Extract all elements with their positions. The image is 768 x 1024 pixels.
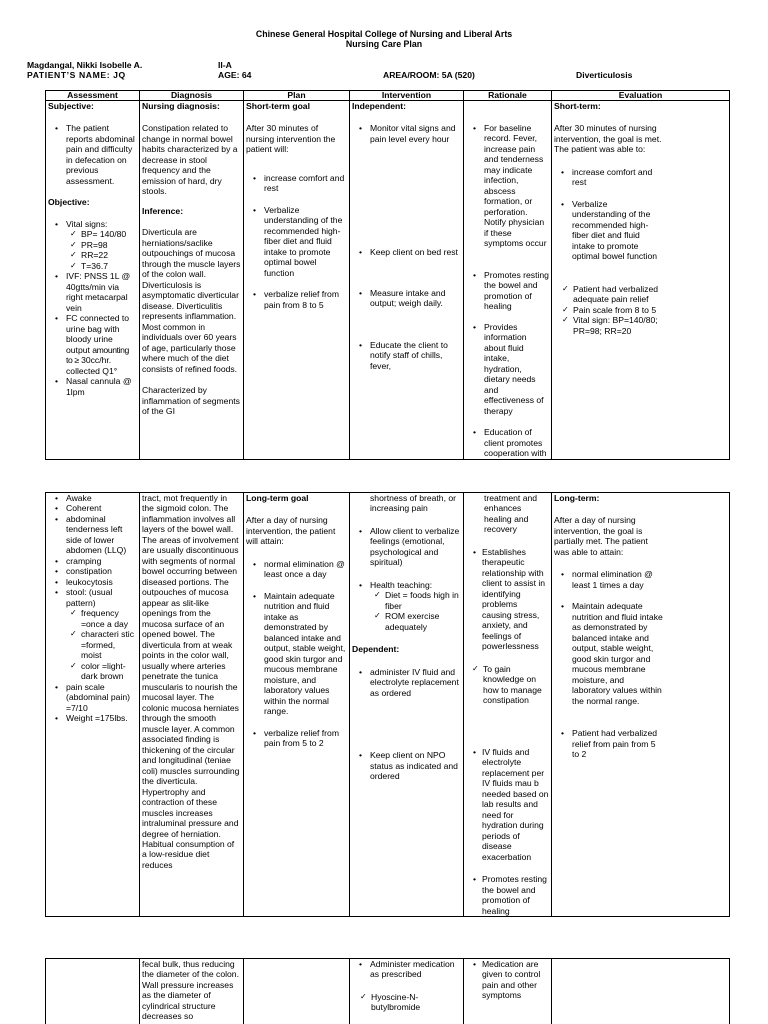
vital-sign: ✓ PR=98 [70, 240, 137, 250]
assessment-item: • Awake [48, 493, 137, 503]
evaluation-cell [552, 959, 730, 1024]
intervention-item: • Allow client to verbalize feelings (emotional, psychological and spiritual) [352, 526, 461, 568]
intervention-item: • administer IV fluid and electrolyte replacement as ordered [352, 667, 461, 698]
ivf-item: • IVF: PNSS 1L @ 40gtts/min via right metacarpal vein [48, 271, 137, 313]
plan-cell [244, 493, 350, 917]
evaluation-intro: After 30 minutes of nursing intervention, the goal is met. The patient was able to: [554, 123, 662, 155]
care-plan-table-3 [45, 958, 730, 1024]
column-header: Plan [244, 91, 350, 101]
assessment-cell [46, 101, 140, 460]
patient-name: PATIENT’S NAME: JQ [27, 70, 126, 80]
intervention-continuation: shortness of breath, or increasing pain [370, 493, 456, 514]
evaluation-item: • Maintain adequate nutrition and fluid intake as demonstrated by balanced intake and output, stable weight, good skin turgor and mucous membrane moisture, and laboratory values within the normal range. [554, 601, 664, 706]
care-plan-table-1 [45, 90, 730, 460]
evaluation-item: • increase comfort and rest [554, 167, 664, 188]
teaching-check: ✓ Diet = foods high in fiber [374, 590, 461, 611]
rationale-item: • Medication are given to control pain and other symptoms [466, 959, 549, 1001]
medication-check: ✓ Hyoscine-N-butylbromide [360, 992, 461, 1013]
plan-cell [244, 959, 350, 1024]
foley-amount: amounting to ≥ [66, 344, 129, 366]
intervention-item: • Administer medication as prescribed [352, 959, 461, 980]
assessment-cell [46, 493, 140, 917]
column-header: Rationale [464, 91, 552, 101]
subjective-label: Subjective: [48, 101, 94, 111]
rationale-item: • IV fluids and electrolyte replacement per IV fluids mau b needed based on lab results and need for hydration during periods of disease exacerbation [466, 747, 549, 862]
assessment-item: • abdominal tenderness left side of lower abdomen (LLQ) [48, 514, 137, 556]
short-term-label: Short-term: [554, 101, 601, 111]
rationale-check: ✓ To gain knowledge on how to manage constipation [472, 664, 549, 706]
column-header: Intervention [350, 91, 464, 101]
evaluation-cell [552, 493, 730, 917]
nursing-diagnosis-text: Constipation related to change in normal bowel habits characterized by a decrease in stool frequency and the emission of hard, dry stools. [142, 123, 238, 197]
nasal-cannula-item: • Nasal cannula @ 1lpm [48, 376, 137, 397]
rationale-cell [464, 101, 552, 460]
diagnosis-continuation: tract, mot frequently in the sigmoid colon. The inflammation involves all layers of the bowel wall. The areas of involvement are usually discontinuous with segments of normal bowel occurring between diseased portions. The outpouches of mucosa appear as slit-like openings from the mucosa surface of an opened bowel. The diverticula from at weak points in the color wall, usually where arteries penetrate the tunica muscularis to nourish the mucosal layer. The colonic mucosa herniates through the smooth muscle layer. A common associated finding is thickening of the circular and longitudinal (teniae coli) muscles surrounding the diverticula. Hypertrophy and contraction of these muscles increases intraluminal pressure and degree of herniation. Habitual consumption of a low-residue diet reduces [142, 493, 240, 870]
dependent-label: Dependent: [352, 644, 400, 655]
evaluation-item: • Verbalize understanding of the recommended high-fiber diet and fluid intake to promote optimal bowel function [554, 199, 664, 262]
column-header: Diagnosis [140, 91, 244, 101]
objective-label: Objective: [48, 197, 90, 208]
intervention-item: • Educate the client to notify staff of chills, fever, [352, 340, 461, 371]
medical-diagnosis: Diverticulosis [576, 70, 633, 80]
evaluation-item: • normal elimination @ least 1 times a day [554, 569, 664, 590]
care-plan-table-2 [45, 492, 730, 917]
assessment-item: • Weight =175lbs. [48, 713, 137, 723]
intervention-item: • Keep client on bed rest [352, 247, 461, 257]
stool-check: ✓ frequency =once a day [70, 608, 137, 629]
plan-cell [244, 101, 350, 460]
evaluation-intro: After a day of nursing intervention, the goal is partially met. The patient was able to attain: [554, 515, 648, 557]
foley-item [48, 313, 137, 376]
evaluation-check: ✓ Patient had verbalized adequate pain relief [562, 284, 664, 305]
evaluation-item: • Patient had verbalized relief from pain from 5 to 2 [554, 728, 664, 759]
plan-item: • Verbalize understanding of the recommended high-fiber diet and fluid intake to promote optimal bowel function [246, 205, 347, 278]
student-name: Magdangal, Nikki Isobelle A. [27, 60, 143, 70]
diagnosis-continuation: fecal bulk, thus reducing the diameter of the colon. Wall pressure increases as the diameter of cylindrical structure decreases so [142, 959, 239, 1022]
section: II-A [218, 60, 232, 70]
plan-intro: After 30 minutes of nursing intervention the patient will: [246, 123, 336, 155]
diagnosis-cell [140, 959, 244, 1024]
intervention-item: • Health teaching: [352, 580, 461, 590]
subjective-item: • The patient reports abdominal pain and difficulty in defecation on previous assessment. [48, 123, 137, 186]
area-room: AREA/ROOM: 5A (520) [383, 70, 475, 80]
rationale-item: • For baseline record. Fever, increase pain and tenderness may indicate infection, abscess formation, or perforation. Notify physician if these symptoms occur [466, 123, 549, 249]
evaluation-check: ✓ Pain scale from 8 to 5 [562, 305, 664, 315]
inflammation-text: Characterized by inflammation of segments of the GI [142, 385, 240, 417]
plan-intro: After a day of nursing intervention, the patient will attain: [246, 515, 336, 547]
evaluation-check: ✓ Vital sign: BP=140/80; PR=98; RR=20 [562, 315, 664, 336]
rationale-item: • Education of client promotes cooperation with [466, 427, 549, 458]
intervention-cell [350, 101, 464, 460]
vital-sign: ✓ BP= 140/80 [70, 229, 137, 239]
rationale-item: • Provides information about fluid intake, hydration, dietary needs and effectiveness of therapy [466, 322, 549, 416]
nursing-diagnosis-label: Nursing diagnosis: [142, 101, 220, 111]
foley-rest: 30cc/hr. collected Q1° [66, 355, 118, 376]
document-title: Nursing Care Plan [345, 39, 423, 49]
long-term-goal-label: Long-term goal [246, 493, 309, 503]
assessment-item: • cramping [48, 556, 137, 566]
intervention-cell [350, 959, 464, 1024]
institution-title: Chinese General Hospital College of Nursing and Liberal Arts [255, 29, 513, 39]
independent-label: Independent: [352, 101, 406, 111]
assessment-item: • Coherent [48, 503, 137, 513]
diagnosis-cell [140, 101, 244, 460]
plan-item: • verbalize relief from pain from 8 to 5 [246, 289, 347, 310]
column-header: Assessment [46, 91, 140, 101]
inference-label: Inference: [142, 205, 184, 216]
patient-age: AGE: 64 [218, 70, 252, 80]
intervention-cell [350, 493, 464, 917]
plan-item: • increase comfort and rest [246, 173, 347, 194]
assessment-cell [46, 959, 140, 1024]
rationale-item: • Establishes therapeutic relationship with client to assist in identifying problems causing stress, anxiety, and feelings of powerlessness [466, 547, 549, 652]
intervention-item: • Monitor vital signs and pain level every hour [352, 123, 461, 144]
plan-item: • Maintain adequate nutrition and fluid intake as demonstrated by balanced intake and output, stable weight, good skin turgor and mucous membrane moisture, and laboratory values within the normal range. [246, 591, 347, 717]
stool-check: ✓ color =light-dark brown [70, 661, 137, 682]
diagnosis-cell [140, 493, 244, 917]
plan-item: • verbalize relief from pain from 5 to 2 [246, 728, 347, 749]
inference-text: Diverticula are herniations/saclike outpouchings of mucosa through the muscle layers of the colon wall. Diverticulosis is asymptomatic diverticular disease. Diverticulitis represents inflammation. Most common in individuals over 60 years of age, particularly those where much of the diet consists of refined foods. [142, 227, 241, 374]
teaching-check: ✓ ROM exercise adequately [374, 611, 461, 632]
rationale-item: • Promotes resting the bowel and promotion of healing [466, 874, 549, 916]
plan-item: • normal elimination @ least once a day [246, 559, 347, 580]
rationale-item: • Promotes resting the bowel and promotion of healing [466, 270, 549, 312]
long-term-label: Long-term: [554, 493, 600, 503]
rationale-cell [464, 959, 552, 1024]
vital-signs-label: • Vital signs: [48, 219, 137, 229]
intervention-item: • Keep client on NPO status as indicated and ordered [352, 750, 461, 781]
rationale-cell [464, 493, 552, 917]
assessment-item: • constipation [48, 566, 137, 576]
assessment-item: • leukocytosis [48, 577, 137, 587]
vital-sign: ✓ RR=22 [70, 250, 137, 260]
short-term-goal-label: Short-term goal [246, 101, 310, 111]
vital-sign: ✓ T=36.7 [70, 261, 137, 271]
evaluation-cell [552, 101, 730, 460]
assessment-item: • stool: (usual pattern) [48, 587, 137, 608]
column-header: Evaluation [552, 91, 730, 101]
foley-text: FC connected to urine bag with bloody urine output [66, 313, 130, 355]
intervention-item: • Measure intake and output; weigh daily. [352, 288, 461, 309]
stool-check: ✓ characteri stic =formed, moist [70, 629, 137, 660]
rationale-continuation: treatment and enhances healing and recovery [484, 493, 538, 535]
assessment-item: • pain scale (abdominal pain) =7/10 [48, 682, 137, 713]
